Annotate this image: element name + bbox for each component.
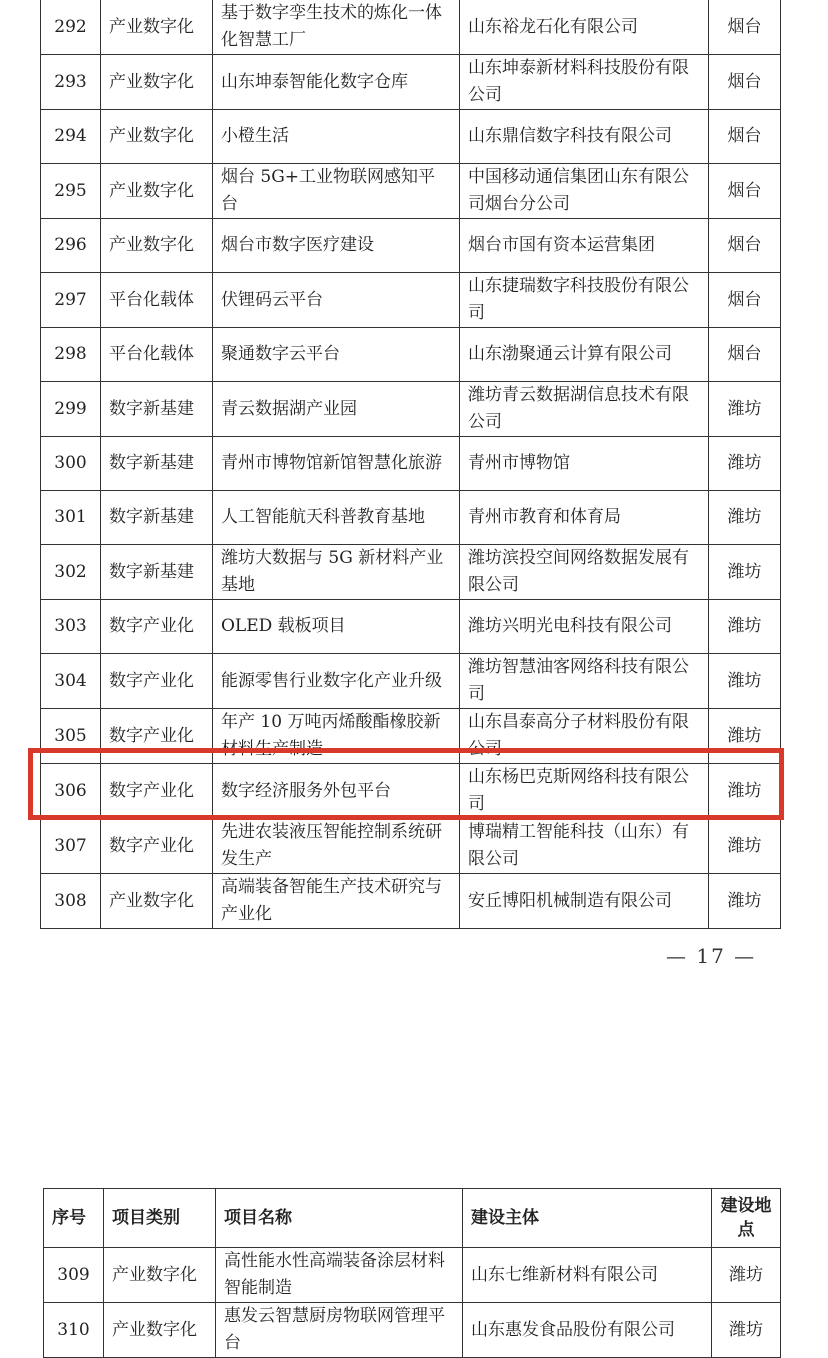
cell-name: 山东坤泰智能化数字仓库: [213, 55, 460, 110]
cell-name: 人工智能航天科普教育基地: [213, 491, 460, 545]
cell-category: 数字产业化: [101, 654, 213, 709]
cell-entity: 博瑞精工智能科技（山东）有限公司: [460, 819, 709, 874]
cell-entity: 山东鼎信数字科技有限公司: [460, 110, 709, 164]
cell-location: 烟台: [709, 55, 781, 110]
cell-name: 烟台 5G+工业物联网感知平台: [213, 164, 460, 219]
table-row: [41, 110, 781, 164]
cell-location: 潍坊: [712, 1303, 781, 1358]
cell-entity: 潍坊青云数据湖信息技术有限公司: [460, 382, 709, 437]
cell-no: 292: [41, 0, 101, 55]
cell-category: 产业数字化: [104, 1248, 216, 1303]
cell-category: 产业数字化: [101, 110, 213, 164]
cell-entity: 青州市教育和体育局: [460, 491, 709, 545]
cell-location: 潍坊: [709, 491, 781, 545]
cell-no: 298: [41, 328, 101, 382]
cell-entity: 潍坊兴明光电科技有限公司: [460, 600, 709, 654]
table-row: [44, 1303, 781, 1358]
cell-no: 294: [41, 110, 101, 164]
table-row: [41, 654, 781, 709]
cell-location: 烟台: [709, 164, 781, 219]
cell-category: 产业数字化: [101, 219, 213, 273]
cell-location: 潍坊: [709, 545, 781, 600]
cell-location: 烟台: [709, 273, 781, 328]
cell-category: 数字新基建: [101, 545, 213, 600]
cell-location: 烟台: [709, 0, 781, 55]
cell-name: 年产 10 万吨丙烯酸酯橡胶新材料生产制造: [213, 709, 460, 764]
cell-entity: 安丘博阳机械制造有限公司: [460, 874, 709, 929]
cell-no: 309: [44, 1248, 104, 1303]
cell-no: 307: [41, 819, 101, 874]
cell-no: 310: [44, 1303, 104, 1358]
cell-no: 302: [41, 545, 101, 600]
table-row: [41, 219, 781, 273]
cell-category: 数字产业化: [101, 600, 213, 654]
cell-name: 基于数字孪生技术的炼化一体化智慧工厂: [213, 0, 460, 55]
cell-entity: 山东七维新材料有限公司: [463, 1248, 712, 1303]
cell-name: 高性能水性高端装备涂层材料智能制造: [216, 1248, 463, 1303]
cell-entity: 山东渤聚通云计算有限公司: [460, 328, 709, 382]
cell-entity: 中国移动通信集团山东有限公司烟台分公司: [460, 164, 709, 219]
cell-entity: 烟台市国有资本运营集团: [460, 219, 709, 273]
cell-category: 平台化载体: [101, 273, 213, 328]
cell-name: 惠发云智慧厨房物联网管理平台: [216, 1303, 463, 1358]
page-number: — 17 —: [666, 944, 757, 968]
cell-name: 聚通数字云平台: [213, 328, 460, 382]
cell-location: 烟台: [709, 219, 781, 273]
cell-no: 308: [41, 874, 101, 929]
table-row: [41, 819, 781, 874]
highlight-box: [28, 748, 784, 820]
cell-location: 潍坊: [709, 654, 781, 709]
cell-entity: 山东坤泰新材料科技股份有限公司: [460, 55, 709, 110]
cell-category: 数字产业化: [101, 819, 213, 874]
table-row: [41, 382, 781, 437]
cell-no: 297: [41, 273, 101, 328]
cell-name: 潍坊大数据与 5G 新材料产业基地: [213, 545, 460, 600]
cell-entity: 山东捷瑞数字科技股份有限公司: [460, 273, 709, 328]
cell-name: OLED 载板项目: [213, 600, 460, 654]
table-row: [41, 491, 781, 545]
cell-entity: 山东杨巴克斯网络科技有限公司: [460, 764, 709, 819]
cell-location: 潍坊: [709, 437, 781, 491]
cell-name: 高端装备智能生产技术研究与产业化: [213, 874, 460, 929]
cell-no: 300: [41, 437, 101, 491]
cell-name: 青州市博物馆新馆智慧化旅游: [213, 437, 460, 491]
header-name: 项目名称: [216, 1189, 463, 1248]
cell-name: 伏锂码云平台: [213, 273, 460, 328]
cell-location: 潍坊: [712, 1248, 781, 1303]
table-row: [44, 1248, 781, 1303]
cell-no: 304: [41, 654, 101, 709]
cell-category: 数字新基建: [101, 382, 213, 437]
cell-location: 潍坊: [709, 819, 781, 874]
cell-no: 305: [41, 709, 101, 764]
cell-category: 平台化载体: [101, 328, 213, 382]
cell-location: 烟台: [709, 328, 781, 382]
table-row: [41, 55, 781, 110]
cell-entity: 潍坊智慧油客网络科技有限公司: [460, 654, 709, 709]
project-table-bottom: [43, 1188, 781, 1358]
cell-name: 烟台市数字医疗建设: [213, 219, 460, 273]
cell-no: 303: [41, 600, 101, 654]
cell-category: 数字新基建: [101, 437, 213, 491]
cell-name: 青云数据湖产业园: [213, 382, 460, 437]
header-location: 建设地点: [712, 1189, 781, 1248]
cell-name: 先进农装液压智能控制系统研发生产: [213, 819, 460, 874]
cell-location: 潍坊: [709, 764, 781, 819]
cell-entity: 山东惠发食品股份有限公司: [463, 1303, 712, 1358]
cell-category: 产业数字化: [101, 0, 213, 55]
table-row: [41, 164, 781, 219]
cell-category: 产业数字化: [101, 55, 213, 110]
table-row: [41, 600, 781, 654]
cell-no: 293: [41, 55, 101, 110]
table-row: [41, 328, 781, 382]
cell-no: 299: [41, 382, 101, 437]
cell-no: 301: [41, 491, 101, 545]
cell-entity: 山东昌泰高分子材料股份有限公司: [460, 709, 709, 764]
cell-name: 小橙生活: [213, 110, 460, 164]
table-row: [41, 874, 781, 929]
header-entity: 建设主体: [463, 1189, 712, 1248]
cell-category: 产业数字化: [101, 164, 213, 219]
table-row: [41, 0, 781, 55]
cell-name: 数字经济服务外包平台: [213, 764, 460, 819]
cell-entity: 山东裕龙石化有限公司: [460, 0, 709, 55]
cell-location: 潍坊: [709, 600, 781, 654]
table-row: [41, 437, 781, 491]
cell-category: 数字产业化: [101, 709, 213, 764]
cell-location: 潍坊: [709, 382, 781, 437]
cell-location: 烟台: [709, 110, 781, 164]
cell-category: 产业数字化: [104, 1303, 216, 1358]
cell-no: 306: [41, 764, 101, 819]
cell-category: 数字产业化: [101, 764, 213, 819]
cell-name: 能源零售行业数字化产业升级: [213, 654, 460, 709]
table-row: [41, 545, 781, 600]
table-header-row: [44, 1189, 781, 1248]
cell-category: 产业数字化: [101, 874, 213, 929]
cell-no: 296: [41, 219, 101, 273]
cell-no: 295: [41, 164, 101, 219]
cell-entity: 青州市博物馆: [460, 437, 709, 491]
cell-entity: 潍坊滨投空间网络数据发展有限公司: [460, 545, 709, 600]
cell-category: 数字新基建: [101, 491, 213, 545]
cell-location: 潍坊: [709, 709, 781, 764]
header-category: 项目类别: [104, 1189, 216, 1248]
cell-location: 潍坊: [709, 874, 781, 929]
header-no: 序号: [44, 1189, 104, 1248]
table-row: [41, 273, 781, 328]
